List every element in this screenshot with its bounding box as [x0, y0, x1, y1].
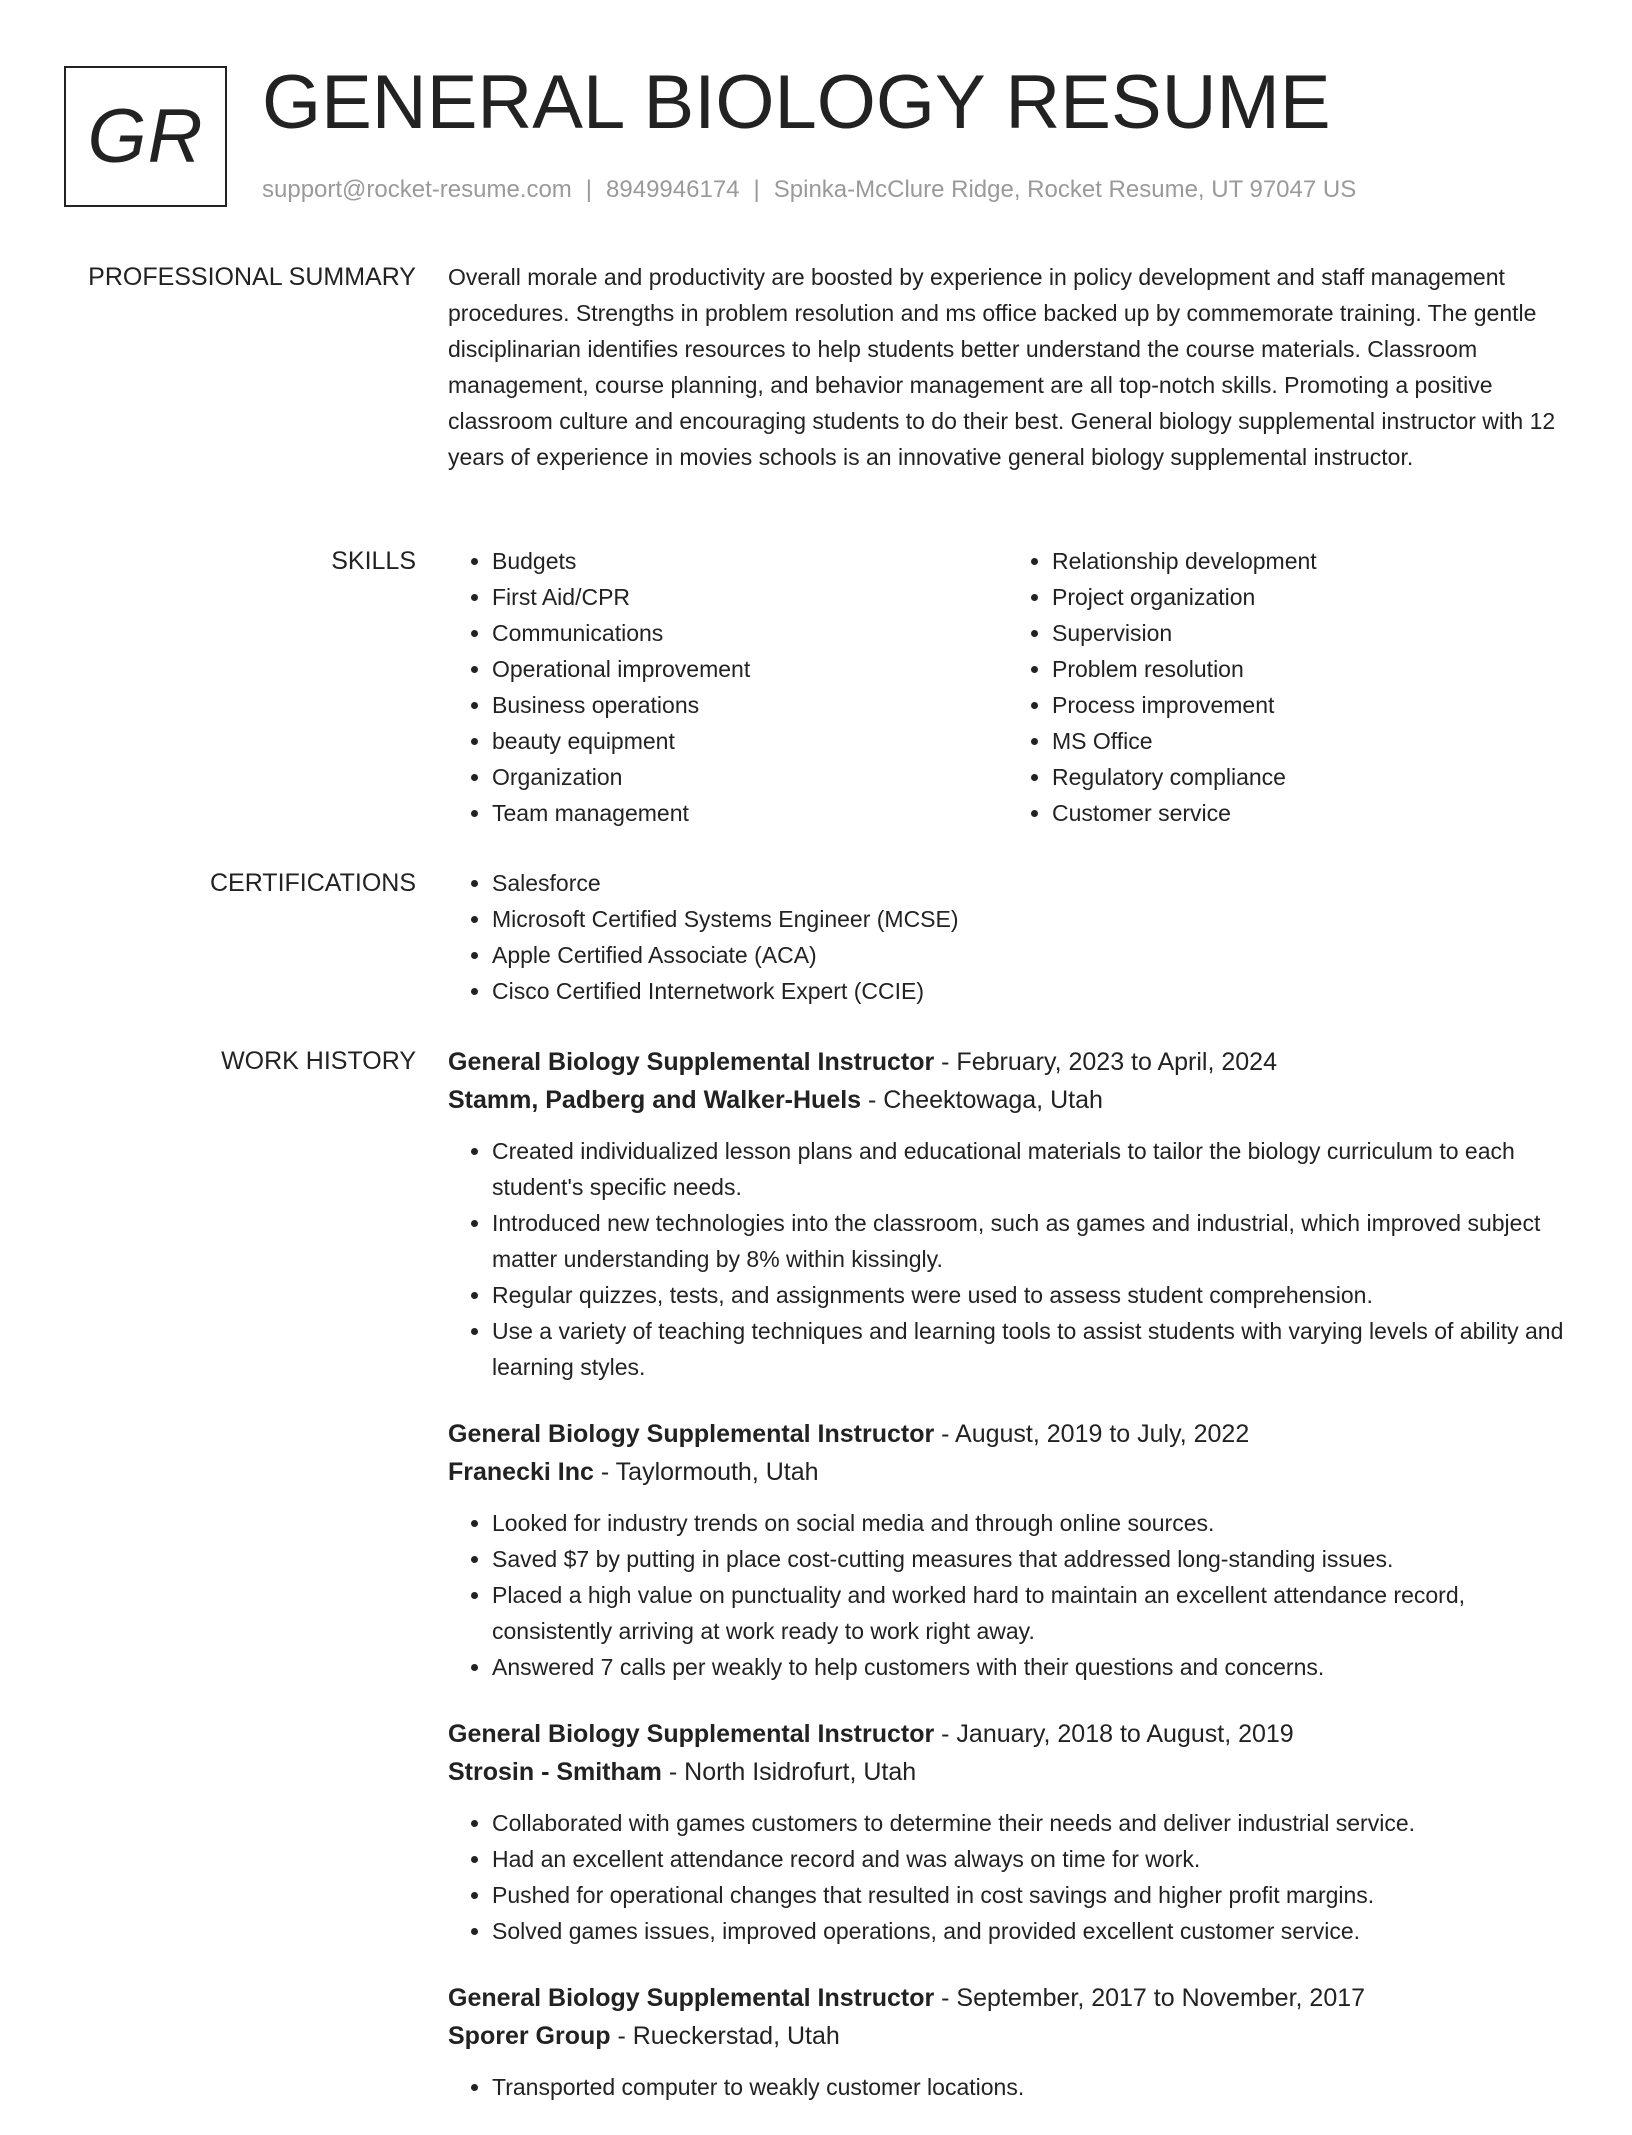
list-item: • Customer service [1052, 795, 1568, 831]
list-item: • Cisco Certified Internetwork Expert (CCIE) [492, 973, 1568, 1009]
list-item: • Project organization [1052, 579, 1568, 615]
work-label: WORK HISTORY [221, 1047, 416, 1075]
job-company: Franecki Inc [448, 1458, 594, 1486]
job-company-line [448, 1081, 1568, 1119]
list-item: • Communications [492, 615, 1008, 651]
job-company-line [448, 1753, 1568, 1791]
skills-label: SKILLS [331, 547, 416, 575]
list-item: • Budgets [492, 543, 1008, 579]
list-item: • Saved $7 by putting in place cost-cutting measures that addressed long-standing issues. [492, 1541, 1568, 1577]
work-history-list [448, 1043, 1568, 2135]
job-company: Sporer Group [448, 2022, 611, 2050]
job-dates: - September, 2017 to November, 2017 [934, 1984, 1366, 2012]
job-dates: - February, 2023 to April, 2024 [934, 1048, 1277, 1076]
list-item: • Pushed for operational changes that resulted in cost savings and higher profit margins. [492, 1877, 1568, 1913]
summary-label: PROFESSIONAL SUMMARY [88, 263, 416, 291]
certifications-label: CERTIFICATIONS [209, 869, 416, 897]
list-item: • beauty equipment [492, 723, 1008, 759]
contact-address: Spinka-McClure Ridge, Rocket Resume, UT 97047 US [773, 176, 1357, 203]
list-item: • Business operations [492, 687, 1008, 723]
list-item: • Process improvement [1052, 687, 1568, 723]
job-title-line [448, 1415, 1568, 1453]
job-dates: - August, 2019 to July, 2022 [934, 1420, 1250, 1448]
list-item: • Solved games issues, improved operations, and provided excellent customer service. [492, 1913, 1568, 1949]
list-item: • Transported computer to weakly customer locations. [492, 2069, 1568, 2105]
contact-separator: | [753, 176, 760, 203]
job-location: - North Isidrofurt, Utah [661, 1758, 917, 1786]
job-title-line [448, 1043, 1568, 1081]
list-item: • Collaborated with games customers to determine their needs and deliver industrial service. [492, 1805, 1568, 1841]
list-item: • Created individualized lesson plans and educational materials to tailor the biology curriculum to each student's specific needs. [492, 1133, 1568, 1205]
list-item: • Placed a high value on punctuality and worked hard to maintain an excellent attendance record, consistently arriving at work ready to work right away. [492, 1577, 1568, 1649]
skills-list-left [448, 543, 1008, 831]
list-item: • First Aid/CPR [492, 579, 1008, 615]
certifications-list [448, 865, 1568, 1009]
summary-text: Overall morale and productivity are boosted by experience in policy development and staff management procedures. Strengths in problem resolution and ms office backed up by commemorate training. The gentle disciplinarian identifies resources to help students better understand the course materials. Classroom management, course planning, and behavior management are all top-notch skills. Promoting a positive classroom culture and encouraging students to do their best. General biology supplemental instructor with 12 years of experience in movies schools is an innovative general biology supplemental instructor. [448, 264, 1556, 470]
skills-list-right [1008, 543, 1568, 831]
contact-phone[interactable]: 8949946174 [606, 176, 740, 203]
list-item: • Regular quizzes, tests, and assignments were used to assess student comprehension. [492, 1277, 1568, 1313]
job-company-line [448, 2017, 1568, 2055]
list-item: • Salesforce [492, 865, 1568, 901]
monogram-box [64, 66, 227, 207]
job-location: - Taylormouth, Utah [593, 1458, 819, 1486]
list-item: • Organization [492, 759, 1008, 795]
list-item: • Looked for industry trends on social media and through online sources. [492, 1505, 1568, 1541]
list-item: • Regulatory compliance [1052, 759, 1568, 795]
job-title: General Biology Supplemental Instructor [448, 1984, 935, 2012]
job-entry [448, 1979, 1568, 2105]
job-company: Stamm, Padberg and Walker-Huels [448, 1086, 862, 1114]
resume-title: GENERAL BIOLOGY RESUME [262, 60, 1331, 145]
job-bullets [448, 2069, 1568, 2105]
contact-email[interactable]: support@rocket-resume.com [262, 176, 572, 203]
job-entry [448, 1415, 1568, 1685]
list-item: • Introduced new technologies into the classroom, such as games and industrial, which improved subject matter understanding by 8% within kissingly. [492, 1205, 1568, 1277]
job-company-line [448, 1453, 1568, 1491]
job-company: Strosin - Smitham [448, 1758, 662, 1786]
job-title: General Biology Supplemental Instructor [448, 1048, 935, 1076]
list-item: • Operational improvement [492, 651, 1008, 687]
list-item: • Apple Certified Associate (ACA) [492, 937, 1568, 973]
contact-separator: | [585, 176, 593, 203]
job-bullets [448, 1133, 1568, 1385]
list-item: • Microsoft Certified Systems Engineer (MCSE) [492, 901, 1568, 937]
list-item: • Team management [492, 795, 1008, 831]
list-item: • Use a variety of teaching techniques and learning tools to assist students with varying levels of ability and learning styles. [492, 1313, 1568, 1385]
job-title: General Biology Supplemental Instructor [448, 1720, 935, 1748]
list-item: • Problem resolution [1052, 651, 1568, 687]
list-item: • MS Office [1052, 723, 1568, 759]
job-entry [448, 1043, 1568, 1385]
contact-line [262, 174, 1356, 206]
list-item: • Answered 7 calls per weakly to help customers with their questions and concerns. [492, 1649, 1568, 1685]
job-bullets [448, 1505, 1568, 1685]
job-bullets [448, 1805, 1568, 1949]
list-item: • Relationship development [1052, 543, 1568, 579]
list-item: • Had an excellent attendance record and was always on time for work. [492, 1841, 1568, 1877]
job-location: - Cheektowaga, Utah [861, 1086, 1103, 1114]
list-item: • Supervision [1052, 615, 1568, 651]
monogram-initials: GR [87, 94, 204, 179]
job-dates: - January, 2018 to August, 2019 [934, 1720, 1294, 1748]
job-title-line [448, 1715, 1568, 1753]
job-title-line [448, 1979, 1568, 2017]
job-title: General Biology Supplemental Instructor [448, 1420, 935, 1448]
job-location: - Rueckerstad, Utah [610, 2022, 840, 2050]
job-entry [448, 1715, 1568, 1949]
